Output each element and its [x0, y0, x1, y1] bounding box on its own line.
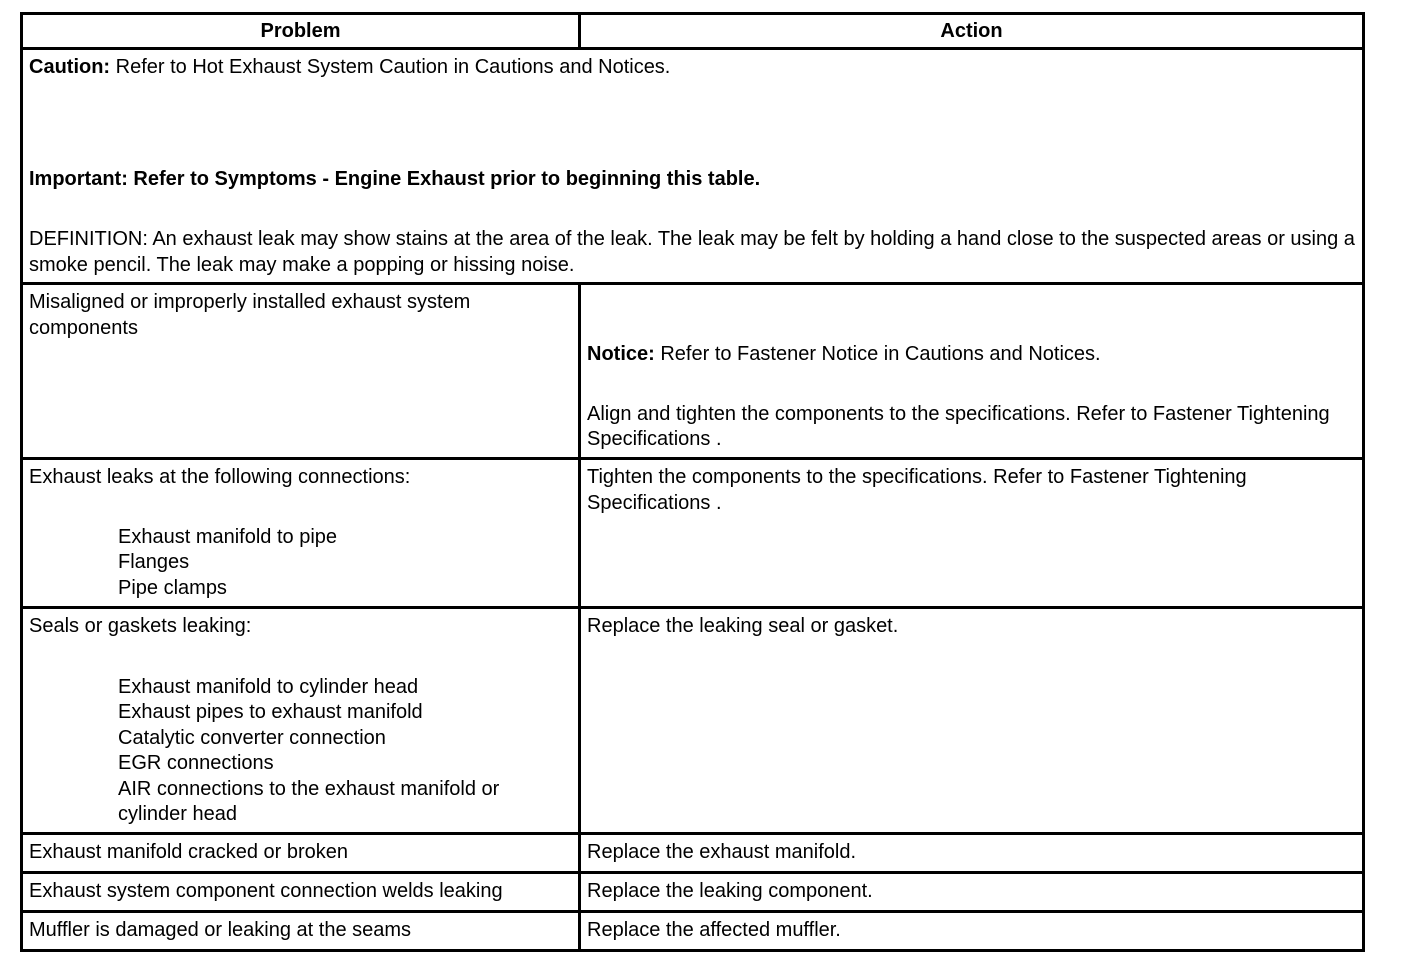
table-row [22, 284, 1364, 459]
problem-text: Seals or gaskets leaking: [29, 615, 252, 637]
table-row [22, 872, 1364, 911]
action-cell [580, 459, 1364, 608]
action-text: Tighten the components to the specifications. Refer to Fastener Tightening Specifications . [587, 466, 1247, 514]
list-item: Pipe clamps [118, 576, 227, 599]
notice-text: Refer to Fastener Notice in Cautions and Notices. [654, 343, 1101, 365]
table-row [22, 833, 1364, 872]
action-text: Replace the leaking seal or gasket. [587, 615, 899, 637]
list-item: EGR connections [118, 752, 274, 774]
connection-list [29, 525, 572, 602]
list-item: Exhaust pipes to exhaust manifold [118, 701, 423, 723]
caution-label: Caution: [29, 56, 111, 78]
intro-row [22, 49, 1364, 284]
action-cell: Replace the exhaust manifold. [580, 833, 1364, 872]
definition-text: DEFINITION: An exhaust leak may show stains at the area of the leak. The leak may be felt by holding a hand close to the suspected areas or using a smoke pencil. The leak may make a popping or hissing noise. [29, 228, 1355, 276]
notice-label: Notice: [587, 343, 655, 365]
list-item: Flanges [118, 551, 190, 573]
problem-text: Exhaust leaks at the following connections: [29, 466, 411, 488]
list-item: Catalytic converter connection [118, 726, 386, 749]
problem-cell [22, 284, 580, 459]
action-cell [580, 608, 1364, 834]
header-row [22, 14, 1364, 49]
table-row [22, 459, 1364, 608]
list-item: Exhaust manifold to cylinder head [118, 675, 419, 698]
notice-note [587, 342, 1356, 368]
table-row [22, 911, 1364, 950]
important-note: Important: Refer to Symptoms - Engine Exhaust prior to beginning this table. [29, 167, 761, 190]
problem-cell [22, 608, 580, 834]
problem-cell: Exhaust system component connection welds leaking [22, 872, 580, 911]
intro-cell [22, 49, 1364, 284]
list-item: AIR connections to the exhaust manifold or cylinder head [118, 777, 500, 825]
action-text: Align and tighten the components to the specifications. Refer to Fastener Tightening Specifications . [587, 402, 1330, 450]
caution-note [29, 55, 1356, 81]
problem-cell: Muffler is damaged or leaking at the seams [22, 911, 580, 950]
problem-cell: Exhaust manifold cracked or broken [22, 833, 580, 872]
problem-cell [22, 459, 580, 608]
seal-list [29, 675, 572, 828]
list-item: Exhaust manifold to pipe [118, 525, 338, 548]
action-cell [580, 284, 1364, 459]
caution-text: Refer to Hot Exhaust System Caution in Cautions and Notices. [110, 56, 671, 78]
header-problem: Problem [22, 14, 580, 49]
problem-text: Misaligned or improperly installed exhaust system components [29, 291, 471, 339]
header-action: Action [580, 14, 1364, 49]
table-row [22, 608, 1364, 834]
action-cell: Replace the leaking component. [580, 872, 1364, 911]
diagnostic-table [20, 12, 1365, 952]
action-cell: Replace the affected muffler. [580, 911, 1364, 950]
